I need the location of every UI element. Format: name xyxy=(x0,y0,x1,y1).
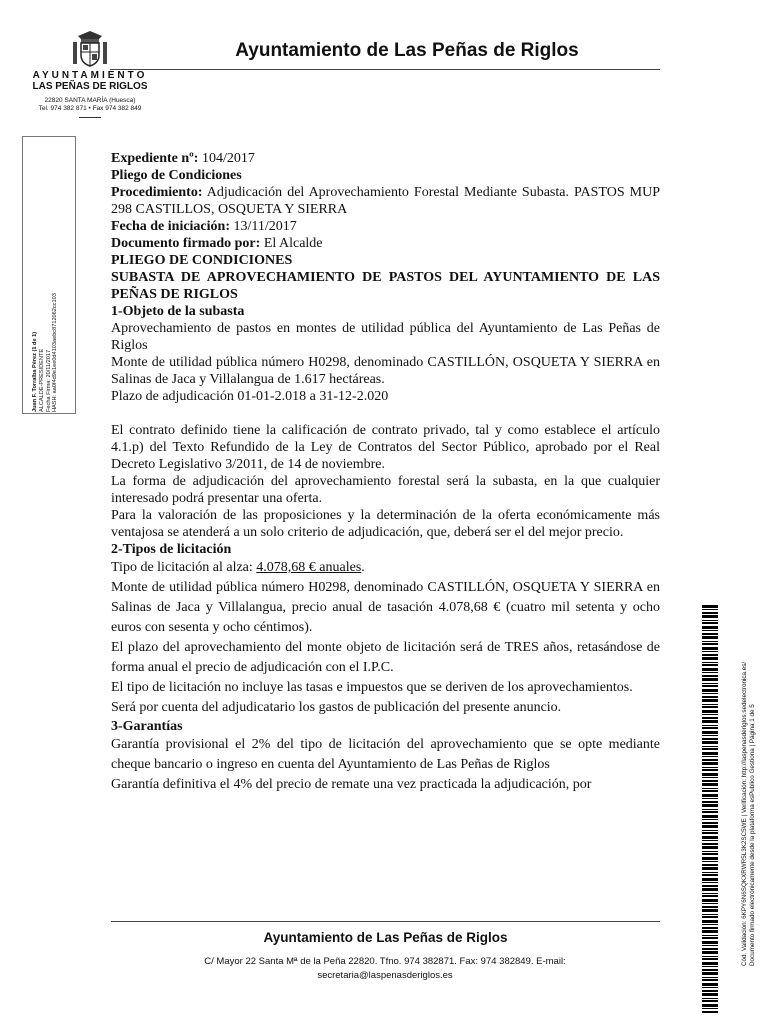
coat-of-arms-icon xyxy=(70,30,110,68)
signature-date: Fecha Firma: 20/11/2017 xyxy=(45,349,52,412)
document-title xyxy=(111,252,660,303)
section-1-heading: 1-Objeto de la subasta xyxy=(111,304,245,319)
footer-divider xyxy=(111,921,660,922)
letterhead-line-2: LAS PEÑAS DE RIGLOS xyxy=(32,81,148,92)
documento-firmado xyxy=(111,235,660,252)
procedimiento-label: Procedimiento: xyxy=(111,185,203,200)
footer-address: C/ Mayor 22 Santa Mª de la Peña 22820. Tfno. 974 382871. Fax: 974 382849. E-mail: secretaria@laspenasderiglos.es xyxy=(204,956,566,981)
firmado-value: El Alcalde xyxy=(260,236,323,251)
fecha-iniciacion xyxy=(111,218,660,235)
document-body xyxy=(111,150,660,795)
section-3-heading: 3-Garantías xyxy=(111,719,183,734)
letterhead-logo xyxy=(10,30,170,118)
pliego-label: Pliego de Condiciones xyxy=(111,168,242,183)
section-1-paragraph: El contrato definido tiene la calificación de contrato privado, tal y como establece el artículo 4.1.p) del Texto Refundido de la Ley de Contratos del Sector Público, aprobado por el Real Decreto Legislativo 3/2011, de 14 de noviembre. xyxy=(111,423,660,472)
letterhead-divider xyxy=(79,117,101,118)
tipo-end: . xyxy=(361,560,365,575)
expediente xyxy=(111,150,660,167)
validation-code: Cód. Validación: 6KPY6N6SQKXRWR5L3K2SC5WE | Verificación: http://laspenasderiglos.sedelectronica.es/ xyxy=(741,661,748,966)
spacer xyxy=(111,405,660,422)
validation-platform: Documento firmado electrónicamente desde la plataforma esPublico Gestiona | Página 1 de 5 xyxy=(749,704,757,966)
tipo-label: Tipo de licitación al alza: xyxy=(111,560,257,575)
document-title-line-1: PLIEGO DE CONDICIONES xyxy=(111,253,293,268)
procedimiento xyxy=(111,184,660,218)
section-2-heading: 2-Tipos de licitación xyxy=(111,542,232,557)
section-1-paragraph: La forma de adjudicación del aprovechamiento forestal será la subasta, en la que cualquier interesado podrá presentar una oferta. xyxy=(111,474,660,506)
fecha-value: 13/11/2017 xyxy=(230,219,297,234)
section-1-paragraph: Plazo de adjudicación 01-01-2.018 a 31-12-2.020 xyxy=(111,389,389,404)
signature-signer: Juan F. Torralba Pérez (1 de 1) xyxy=(32,331,38,412)
expediente-label: Expediente nº: xyxy=(111,151,199,166)
header-title: Ayuntamiento de Las Peñas de Riglos xyxy=(235,40,579,61)
tipo-value: 4.078,68 € anuales xyxy=(256,560,362,575)
tipo-licitacion xyxy=(111,558,660,578)
section-1-paragraph: Monte de utilidad pública número H0298, denominado CASTILLÓN, OSQUETA Y SIERRA en Salinas de Jaca y Villalangua de 1.617 hectáreas. xyxy=(111,355,660,387)
section-2-paragraph: El tipo de licitación no incluye las tasas e impuestos que se deriven de los aprovechamientos. xyxy=(111,680,633,695)
letterhead-address: 22820 SANTA MARÍA (Huesca) xyxy=(44,97,136,104)
section-1-paragraph: Para la valoración de las proposiciones y la determinación de la oferta económicamente más ventajosa se atenderá a un solo criterio de adjudicación, que, deberá ser el del mejor precio. xyxy=(111,508,660,540)
firmado-label: Documento firmado por: xyxy=(111,236,261,251)
section-3-paragraph: Garantía definitiva el 4% del precio de remate una vez practicada la adjudicación, por xyxy=(111,777,592,792)
signature-box xyxy=(22,136,76,414)
section-2-paragraph: Será por cuenta del adjudicatario los gastos de publicación del presente anuncio. xyxy=(111,700,562,715)
section-1-paragraph: Aprovechamiento de pastos en montes de utilidad pública del Ayuntamiento de Las Peñas de Riglos xyxy=(111,321,660,353)
letterhead-phone: Tel. 974 382 871 • Fax 974 382 849 xyxy=(38,105,142,112)
header-divider xyxy=(110,69,660,70)
signature-role: ALCALDE-PRESIDENTE xyxy=(38,348,45,412)
barcode-icon xyxy=(702,605,718,1015)
signature-text xyxy=(23,138,75,412)
document-title-line-2: SUBASTA DE APROVECHAMIENTO DE PASTOS DEL AYUNTAMIENTO DE LAS PEÑAS DE RIGLOS xyxy=(111,270,660,302)
footer-title: Ayuntamiento de Las Peñas de Riglos xyxy=(263,930,508,945)
validation-text xyxy=(741,656,769,966)
section-2-paragraph: El plazo del aprovechamiento del monte objeto de licitación será de TRES años, retasándose de forma anual el precio de adjudicación con el I.P.C. xyxy=(111,640,660,675)
section-3-paragraph: Garantía provisional el 2% del tipo de licitación del aprovechamiento que se opte mediante cheque bancario o ingreso en cuenta del Ayuntamiento de Las Peñas de Riglos xyxy=(111,737,660,772)
expediente-value: 104/2017 xyxy=(198,151,255,166)
letterhead-line-1: AYUNTAMIENTO xyxy=(32,70,148,81)
section-2-paragraph: Monte de utilidad pública número H0298, denominado CASTILLÓN, OSQUETA Y SIERRA en Salinas de Jaca y Villalangua, precio anual de tasación 4.078,68 € (cuatro mil setenta y ocho euros con sesenta y ocho céntimos). xyxy=(111,580,660,635)
signature-hash: HASH: aa0f4d9e1ee0d4103aebc8712062cc103 xyxy=(52,293,59,412)
procedimiento-value: Adjudicación del Aprovechamiento Forestal Mediante Subasta. PASTOS MUP 298 CASTILLOS, OSQUETA Y SIERRA xyxy=(111,185,660,217)
fecha-label: Fecha de iniciación: xyxy=(111,219,230,234)
